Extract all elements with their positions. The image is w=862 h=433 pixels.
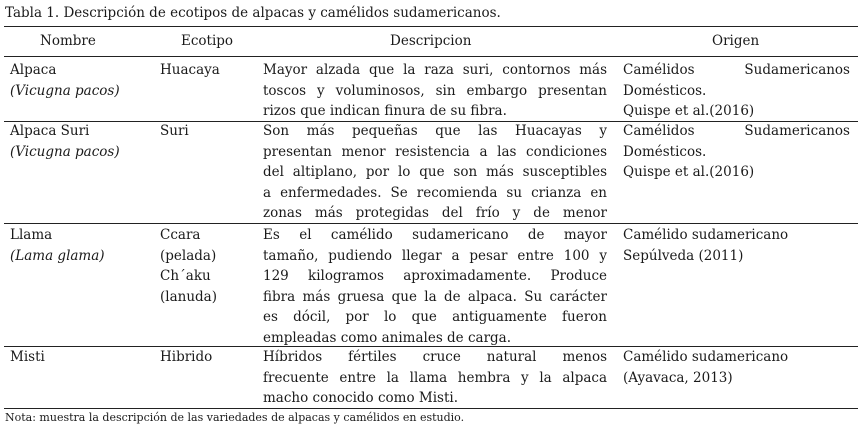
- row-4-origen: [623, 347, 850, 388]
- row-1-descripcion: [263, 60, 607, 122]
- row-3-desc-line: Es el camélido sudamericano de mayor: [263, 227, 607, 243]
- row-2-ecotipo: [160, 121, 189, 142]
- row-3-origen: [623, 225, 850, 266]
- row-2-origen-line: Domésticos.: [623, 143, 707, 160]
- row-4-desc-line: macho conocido como Misti.: [263, 390, 458, 406]
- row-4-nombre: [10, 347, 45, 368]
- row-1-ecotipo: [160, 60, 220, 81]
- row-4-desc-line: Híbridos fértiles cruce natural menos: [263, 349, 607, 365]
- row-1-desc-line: toscos y voluminosos, sin embargo presentan: [263, 82, 607, 99]
- row-3-ecotipo: [160, 225, 217, 307]
- table-top-rule: [4, 26, 858, 27]
- row-2-descripcion: [263, 121, 607, 224]
- row-4-desc-line: frecuente entre la llama hembra y la alpaca: [263, 369, 607, 386]
- table-note: Nota: muestra la descripción de las variedades de alpacas y camélidos en estudio.: [5, 411, 465, 424]
- header-descripcion: Descripcion: [390, 33, 472, 49]
- row-3-desc-line: es dócil, por lo que antiguamente fueron: [263, 309, 607, 325]
- row-3-desc-line: 129 kilogramos aproximadamente. Produce: [263, 268, 607, 284]
- row-2-desc-line: a enfermedades. Se recomienda su crianza en: [263, 184, 607, 201]
- row-3-origen-line: Sepúlveda (2011): [623, 247, 744, 264]
- row-2-nombre: [10, 121, 120, 162]
- row-4-ecotipo: [160, 347, 212, 368]
- row-4-origen-line: Camélido sudamericano: [623, 349, 789, 365]
- row-1-origen-line: Camélidos Sudamericanos: [623, 62, 850, 78]
- row-2-desc-line: del altiplano, por lo que son más susceptibles: [263, 164, 607, 180]
- row-3-scientific: (Lama glama): [10, 247, 105, 264]
- row-2-rule: [4, 223, 858, 224]
- row-1-origen-line: Quispe et al.(2016): [623, 103, 755, 119]
- row-2-desc-line: presentan menor resistencia a las condiciones: [263, 143, 607, 160]
- row-2-name: Alpaca Suri: [10, 123, 90, 139]
- row-1-desc-line: rizos que indican finura de su fibra.: [263, 103, 507, 119]
- row-4-ecotipo-line: Hibrido: [160, 349, 213, 365]
- table-caption: Tabla 1. Descripción de ecotipos de alpacas y camélidos sudamericanos.: [5, 5, 501, 21]
- row-2-origen-line: Camélidos Sudamericanos: [623, 123, 850, 139]
- row-1-origen: [623, 60, 850, 122]
- header-nombre: Nombre: [40, 33, 96, 49]
- table-bottom-rule: [4, 408, 858, 409]
- row-4-descripcion: [263, 347, 607, 409]
- row-3-origen-line: Camélido sudamericano: [623, 227, 789, 243]
- row-1-origen-line: Domésticos.: [623, 82, 707, 99]
- row-2-desc-line: Son más pequeñas que las Huacayas y: [263, 123, 607, 139]
- row-1-ecotipo-line: Huacaya: [160, 62, 220, 78]
- row-1-desc-line: Mayor alzada que la raza suri, contornos más: [263, 62, 607, 78]
- row-4-name: Misti: [10, 349, 45, 365]
- row-2-desc-line: zonas más protegidas del frío y de menor: [263, 205, 607, 221]
- row-3-ecotipo-line: (pelada): [160, 247, 217, 264]
- row-3-desc-line: empleadas como animales de carga.: [263, 329, 512, 346]
- row-1-scientific: (Vicugna pacos): [10, 82, 120, 99]
- row-4-origen-line: (Ayavaca, 2013): [623, 369, 733, 386]
- row-3-desc-line: fibra más gruesa que la de alpaca. Su carácter: [263, 288, 607, 305]
- row-2-origen: [623, 121, 850, 183]
- header-ecotipo: Ecotipo: [181, 33, 234, 49]
- header-origen: Origen: [712, 33, 760, 49]
- row-3-ecotipo-line: Ccara: [160, 227, 201, 243]
- row-1-nombre: [10, 60, 120, 101]
- row-2-scientific: (Vicugna pacos): [10, 143, 120, 160]
- row-3-ecotipo-line: Ch´aku: [160, 268, 211, 284]
- row-3-nombre: [10, 225, 105, 266]
- row-3-desc-line: tamaño, pudiendo llegar a pesar entre 100 y: [263, 247, 607, 264]
- row-2-origen-line: Quispe et al.(2016): [623, 164, 755, 180]
- row-3-descripcion: [263, 225, 607, 348]
- row-3-ecotipo-line: (lanuda): [160, 288, 217, 305]
- row-2-ecotipo-line: Suri: [160, 123, 189, 139]
- header-rule: [4, 56, 858, 57]
- row-1-name: Alpaca: [10, 62, 57, 78]
- row-3-name: Llama: [10, 227, 53, 243]
